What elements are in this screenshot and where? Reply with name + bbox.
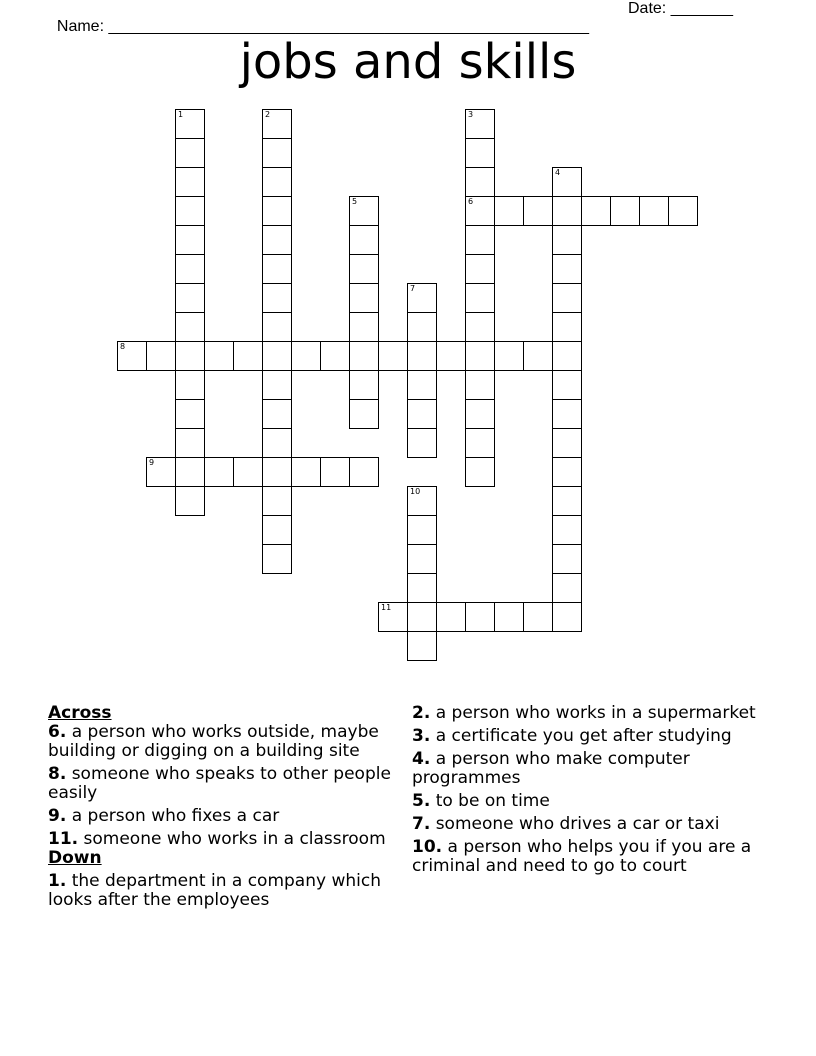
date-line[interactable]: Date: _______ [628, 0, 733, 17]
grid-cell[interactable] [262, 515, 292, 545]
grid-cell[interactable] [465, 196, 495, 226]
grid-cell[interactable] [117, 341, 147, 371]
grid-cell[interactable] [262, 283, 292, 313]
down-heading: Down [48, 848, 102, 868]
grid-cell[interactable] [407, 573, 437, 603]
grid-cell[interactable] [175, 486, 205, 516]
grid-cell[interactable] [436, 602, 466, 632]
grid-cell[interactable] [175, 138, 205, 168]
grid-cell[interactable] [262, 544, 292, 574]
grid-cell[interactable] [349, 370, 379, 400]
grid-cell[interactable] [349, 341, 379, 371]
grid-cell[interactable] [175, 399, 205, 429]
grid-cell[interactable] [465, 283, 495, 313]
grid-cell[interactable] [175, 312, 205, 342]
grid-cell[interactable] [639, 196, 669, 226]
grid-cell[interactable] [523, 341, 553, 371]
grid-cell[interactable] [349, 225, 379, 255]
clue-number: 3 [468, 110, 474, 119]
grid-cell[interactable] [465, 399, 495, 429]
grid-cell[interactable] [262, 486, 292, 516]
grid-cell[interactable] [465, 428, 495, 458]
grid-cell[interactable] [407, 312, 437, 342]
clue-number: 9 [149, 458, 155, 467]
clues-column-left [48, 704, 402, 914]
across-clue-11: 11. someone who works in a classroom [48, 829, 386, 849]
grid-cell[interactable] [552, 283, 582, 313]
down-clue-4: 4. a person who make computer programmes [412, 749, 690, 788]
across-clue-6: 6. a person who works outside, maybe building or digging on a building site [48, 722, 379, 761]
grid-cell[interactable] [262, 370, 292, 400]
grid-cell[interactable] [175, 370, 205, 400]
down-clue-2: 2. a person who works in a supermarket [412, 703, 756, 723]
grid-cell[interactable] [407, 283, 437, 313]
grid-cell[interactable] [349, 457, 379, 487]
grid-cell[interactable] [146, 457, 176, 487]
grid-cell[interactable] [465, 602, 495, 632]
grid-cell[interactable] [175, 109, 205, 139]
grid-cell[interactable] [262, 225, 292, 255]
grid-cell[interactable] [204, 341, 234, 371]
grid-cell[interactable] [552, 544, 582, 574]
grid-cell[interactable] [262, 138, 292, 168]
grid-cell[interactable] [668, 196, 698, 226]
clue-number: 11 [381, 603, 392, 612]
grid-cell[interactable] [552, 428, 582, 458]
grid-cell[interactable] [407, 515, 437, 545]
grid-cell[interactable] [523, 196, 553, 226]
grid-cell[interactable] [465, 225, 495, 255]
grid-cell[interactable] [407, 602, 437, 632]
grid-cell[interactable] [552, 370, 582, 400]
grid-cell[interactable] [204, 457, 234, 487]
grid-cell[interactable] [407, 428, 437, 458]
clue-number: 6 [468, 197, 474, 206]
clue-number: 10 [410, 487, 421, 496]
grid-cell[interactable] [349, 196, 379, 226]
grid-cell[interactable] [552, 167, 582, 197]
clue-number: 4 [555, 168, 561, 177]
grid-cell[interactable] [552, 486, 582, 516]
grid-cell[interactable] [552, 225, 582, 255]
grid-cell[interactable] [465, 370, 495, 400]
down-clue-5: 5. to be on time [412, 791, 550, 811]
grid-cell[interactable] [233, 341, 263, 371]
grid-cell[interactable] [378, 341, 408, 371]
grid-cell[interactable] [407, 631, 437, 661]
grid-cell[interactable] [262, 341, 292, 371]
across-heading: Across [48, 703, 112, 723]
grid-cell[interactable] [175, 283, 205, 313]
down-clue-7: 7. someone who drives a car or taxi [412, 814, 720, 834]
grid-cell[interactable] [175, 196, 205, 226]
clue-number: 7 [410, 284, 416, 293]
down-clue-1: 1. the department in a company which looks after the employees [48, 871, 381, 910]
grid-cell[interactable] [349, 283, 379, 313]
grid-cell[interactable] [552, 515, 582, 545]
across-clue-8: 8. someone who speaks to other people easily [48, 764, 391, 803]
grid-cell[interactable] [407, 399, 437, 429]
grid-cell[interactable] [175, 341, 205, 371]
grid-cell[interactable] [262, 254, 292, 284]
grid-cell[interactable] [262, 109, 292, 139]
grid-cell[interactable] [262, 399, 292, 429]
grid-cell[interactable] [262, 428, 292, 458]
grid-cell[interactable] [552, 254, 582, 284]
grid-cell[interactable] [494, 602, 524, 632]
grid-cell[interactable] [291, 457, 321, 487]
grid-cell[interactable] [552, 196, 582, 226]
grid-cell[interactable] [581, 196, 611, 226]
grid-cell[interactable] [552, 341, 582, 371]
clue-number: 1 [178, 110, 184, 119]
grid-cell[interactable] [233, 457, 263, 487]
grid-cell[interactable] [465, 341, 495, 371]
grid-cell[interactable] [552, 399, 582, 429]
grid-cell[interactable] [349, 254, 379, 284]
grid-cell[interactable] [349, 312, 379, 342]
grid-cell[interactable] [465, 457, 495, 487]
clue-number: 2 [265, 110, 271, 119]
grid-cell[interactable] [407, 544, 437, 574]
name-line[interactable]: Name: ______________________________________________________ [56, 18, 589, 35]
down-clue-3: 3. a certificate you get after studying [412, 726, 732, 746]
grid-cell[interactable] [407, 370, 437, 400]
grid-cell[interactable] [349, 399, 379, 429]
grid-cell[interactable] [436, 341, 466, 371]
grid-cell[interactable] [175, 254, 205, 284]
grid-cell[interactable] [262, 457, 292, 487]
across-clue-9: 9. a person who fixes a car [48, 806, 280, 826]
grid-cell[interactable] [175, 225, 205, 255]
grid-cell[interactable] [175, 457, 205, 487]
clues-column-right [412, 704, 762, 880]
grid-cell[interactable] [552, 312, 582, 342]
grid-cell[interactable] [523, 602, 553, 632]
clue-number: 8 [120, 342, 126, 351]
grid-cell[interactable] [465, 138, 495, 168]
grid-cell[interactable] [146, 341, 176, 371]
grid-cell[interactable] [465, 254, 495, 284]
grid-cell[interactable] [407, 486, 437, 516]
grid-cell[interactable] [610, 196, 640, 226]
grid-cell[interactable] [175, 167, 205, 197]
grid-cell[interactable] [494, 341, 524, 371]
grid-cell[interactable] [175, 428, 205, 458]
grid-cell[interactable] [262, 196, 292, 226]
puzzle-title: jobs and skills [239, 34, 577, 90]
grid-cell[interactable] [320, 341, 350, 371]
grid-cell[interactable] [552, 457, 582, 487]
grid-cell[interactable] [262, 312, 292, 342]
down-clue-10: 10. a person who helps you if you are a criminal and need to go to court [412, 837, 752, 876]
grid-cell[interactable] [262, 167, 292, 197]
grid-cell[interactable] [320, 457, 350, 487]
grid-cell[interactable] [407, 341, 437, 371]
grid-cell[interactable] [465, 109, 495, 139]
clue-number: 5 [352, 197, 358, 206]
grid-cell[interactable] [552, 602, 582, 632]
grid-cell[interactable] [494, 196, 524, 226]
grid-cell[interactable] [465, 167, 495, 197]
grid-cell[interactable] [378, 602, 408, 632]
grid-cell[interactable] [465, 312, 495, 342]
grid-cell[interactable] [291, 341, 321, 371]
grid-cell[interactable] [552, 573, 582, 603]
